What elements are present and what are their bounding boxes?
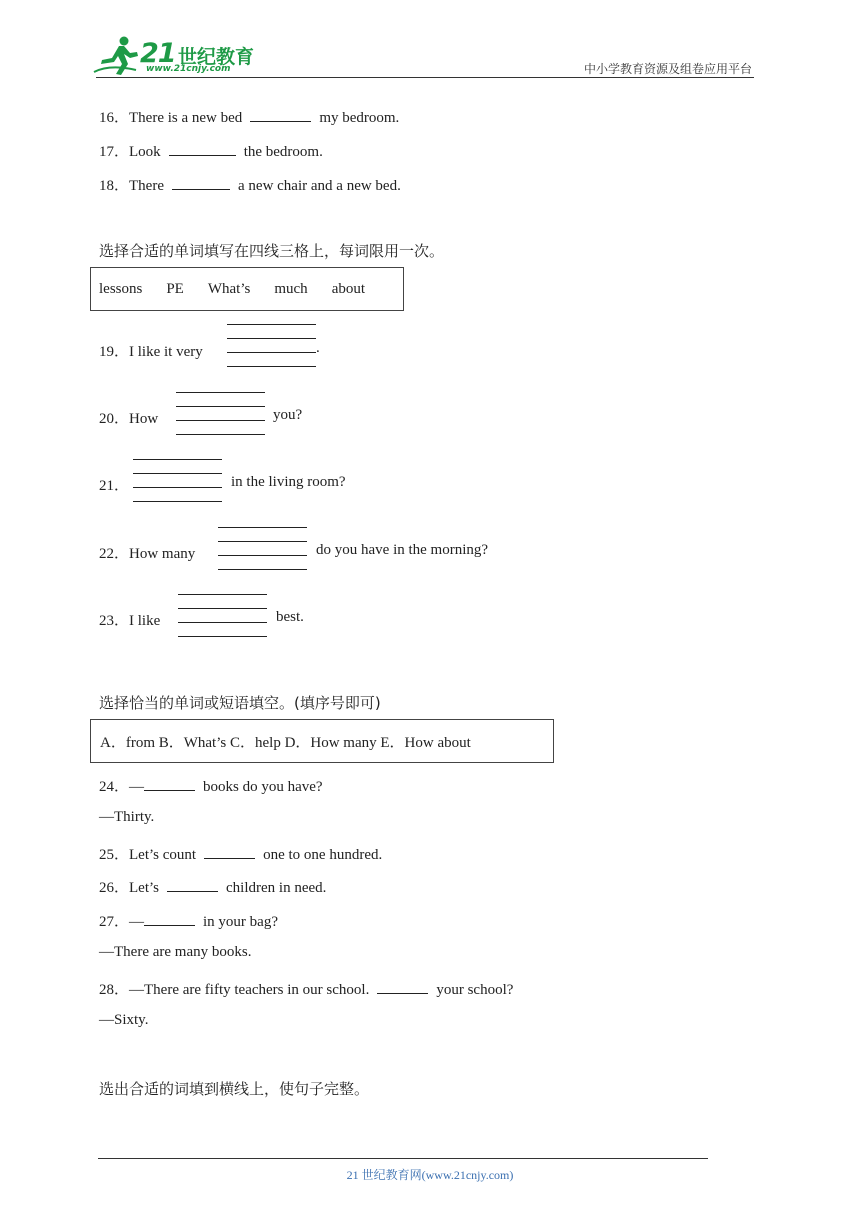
header-slogan: 中小学教育资源及组卷应用平台	[583, 62, 752, 76]
runner-icon	[92, 34, 142, 78]
answer-blank[interactable]	[144, 776, 195, 791]
four-line-grid-blank[interactable]	[218, 527, 307, 569]
question-18	[99, 174, 401, 195]
answer-blank[interactable]	[204, 844, 255, 859]
question-text-after: my bedroom.	[319, 110, 400, 126]
question-text-after: children in need.	[226, 880, 327, 896]
question-26	[99, 876, 326, 897]
question-text-after: best.	[276, 609, 304, 625]
logo-url: www.21cnjy.com	[146, 64, 231, 74]
question-text-before: —	[129, 779, 145, 795]
question-text-after: you?	[273, 407, 303, 423]
question-number: 22．	[99, 546, 130, 562]
answer-blank[interactable]	[250, 107, 311, 122]
site-logo	[92, 34, 272, 78]
answer-line: —There are many books.	[99, 944, 252, 960]
question-number: 19．	[99, 344, 130, 360]
question-text-before: —There are fifty teachers in our school.	[129, 982, 370, 998]
question-number: 27．	[99, 914, 130, 930]
question-20	[99, 407, 158, 428]
question-number: 28．	[99, 982, 130, 998]
question-text-after: .	[316, 340, 320, 356]
question-number: 16．	[99, 110, 130, 126]
question-text-before: There is a new bed	[129, 110, 243, 126]
question-text-before: I like	[129, 613, 161, 629]
word-bank	[90, 267, 404, 311]
question-text-after: a new chair and a new bed.	[238, 178, 401, 194]
four-line-grid-blank[interactable]	[176, 392, 265, 434]
logo-number: 21	[140, 38, 176, 69]
question-17	[99, 140, 323, 161]
question-text-before: How	[129, 411, 159, 427]
question-28	[99, 978, 513, 999]
question-text-before: —	[129, 914, 145, 930]
footer-divider	[98, 1158, 708, 1159]
question-number: 18．	[99, 178, 130, 194]
answer-blank[interactable]	[169, 141, 236, 156]
word-bank-item: lessons	[99, 280, 143, 297]
answer-line: —Thirty.	[99, 809, 155, 825]
question-text-before: Look	[129, 144, 161, 160]
question-16	[99, 106, 399, 127]
question-21	[99, 474, 129, 495]
question-text-after: in your bag?	[203, 914, 278, 930]
question-text-before: There	[129, 178, 164, 194]
four-line-grid-blank[interactable]	[178, 594, 267, 636]
question-25	[99, 843, 382, 864]
answer-line: —Sixty.	[99, 1012, 149, 1028]
four-line-grid-blank[interactable]	[227, 324, 316, 366]
question-text-before: How many	[129, 546, 196, 562]
question-27	[99, 910, 278, 931]
question-number: 24．	[99, 779, 130, 795]
answer-blank[interactable]	[167, 877, 218, 892]
question-number: 25．	[99, 847, 130, 863]
four-line-grid-blank[interactable]	[133, 459, 222, 501]
section-instruction: 选择恰当的单词或短语填空。(填序号即可)	[99, 694, 381, 712]
section-instruction: 选择合适的单词填写在四线三格上，每词限用一次。	[99, 242, 445, 260]
section-instruction: 选出合适的词填到横线上，使句子完整。	[99, 1080, 370, 1098]
answer-blank[interactable]	[144, 911, 195, 926]
question-24	[99, 775, 323, 796]
question-text-after: books do you have?	[203, 779, 323, 795]
question-23	[99, 609, 160, 630]
question-text-after: your school?	[436, 982, 514, 998]
question-text-before: I like it very	[129, 344, 203, 360]
question-number: 23．	[99, 613, 130, 629]
question-text-after: the bedroom.	[243, 144, 323, 160]
options-text: A．from B．What’s C．help D．How many E．How about	[100, 734, 471, 751]
question-19	[99, 340, 203, 361]
footer-link[interactable]: 21 世纪教育网(www.21cnjy.com)	[346, 1168, 514, 1182]
question-number: 20．	[99, 411, 130, 427]
answer-blank[interactable]	[377, 979, 428, 994]
answer-blank[interactable]	[172, 175, 230, 190]
question-number: 26．	[99, 880, 130, 896]
word-bank-item: What’s	[207, 280, 251, 297]
options-box	[90, 719, 554, 763]
question-text-after: one to one hundred.	[263, 847, 383, 863]
question-text-after: in the living room?	[231, 474, 346, 490]
question-number: 21．	[99, 478, 130, 494]
question-text-before: Let’s count	[129, 847, 197, 863]
word-bank-item: much	[274, 280, 308, 297]
question-text-before: Let’s	[129, 880, 160, 896]
question-22	[99, 542, 195, 563]
question-text-after: do you have in the morning?	[316, 542, 489, 558]
header-divider	[96, 77, 754, 78]
logo-title: 世纪教育	[178, 46, 255, 68]
word-bank-item: PE	[166, 280, 184, 297]
word-bank-item: about	[331, 280, 366, 297]
question-number: 17．	[99, 144, 130, 160]
